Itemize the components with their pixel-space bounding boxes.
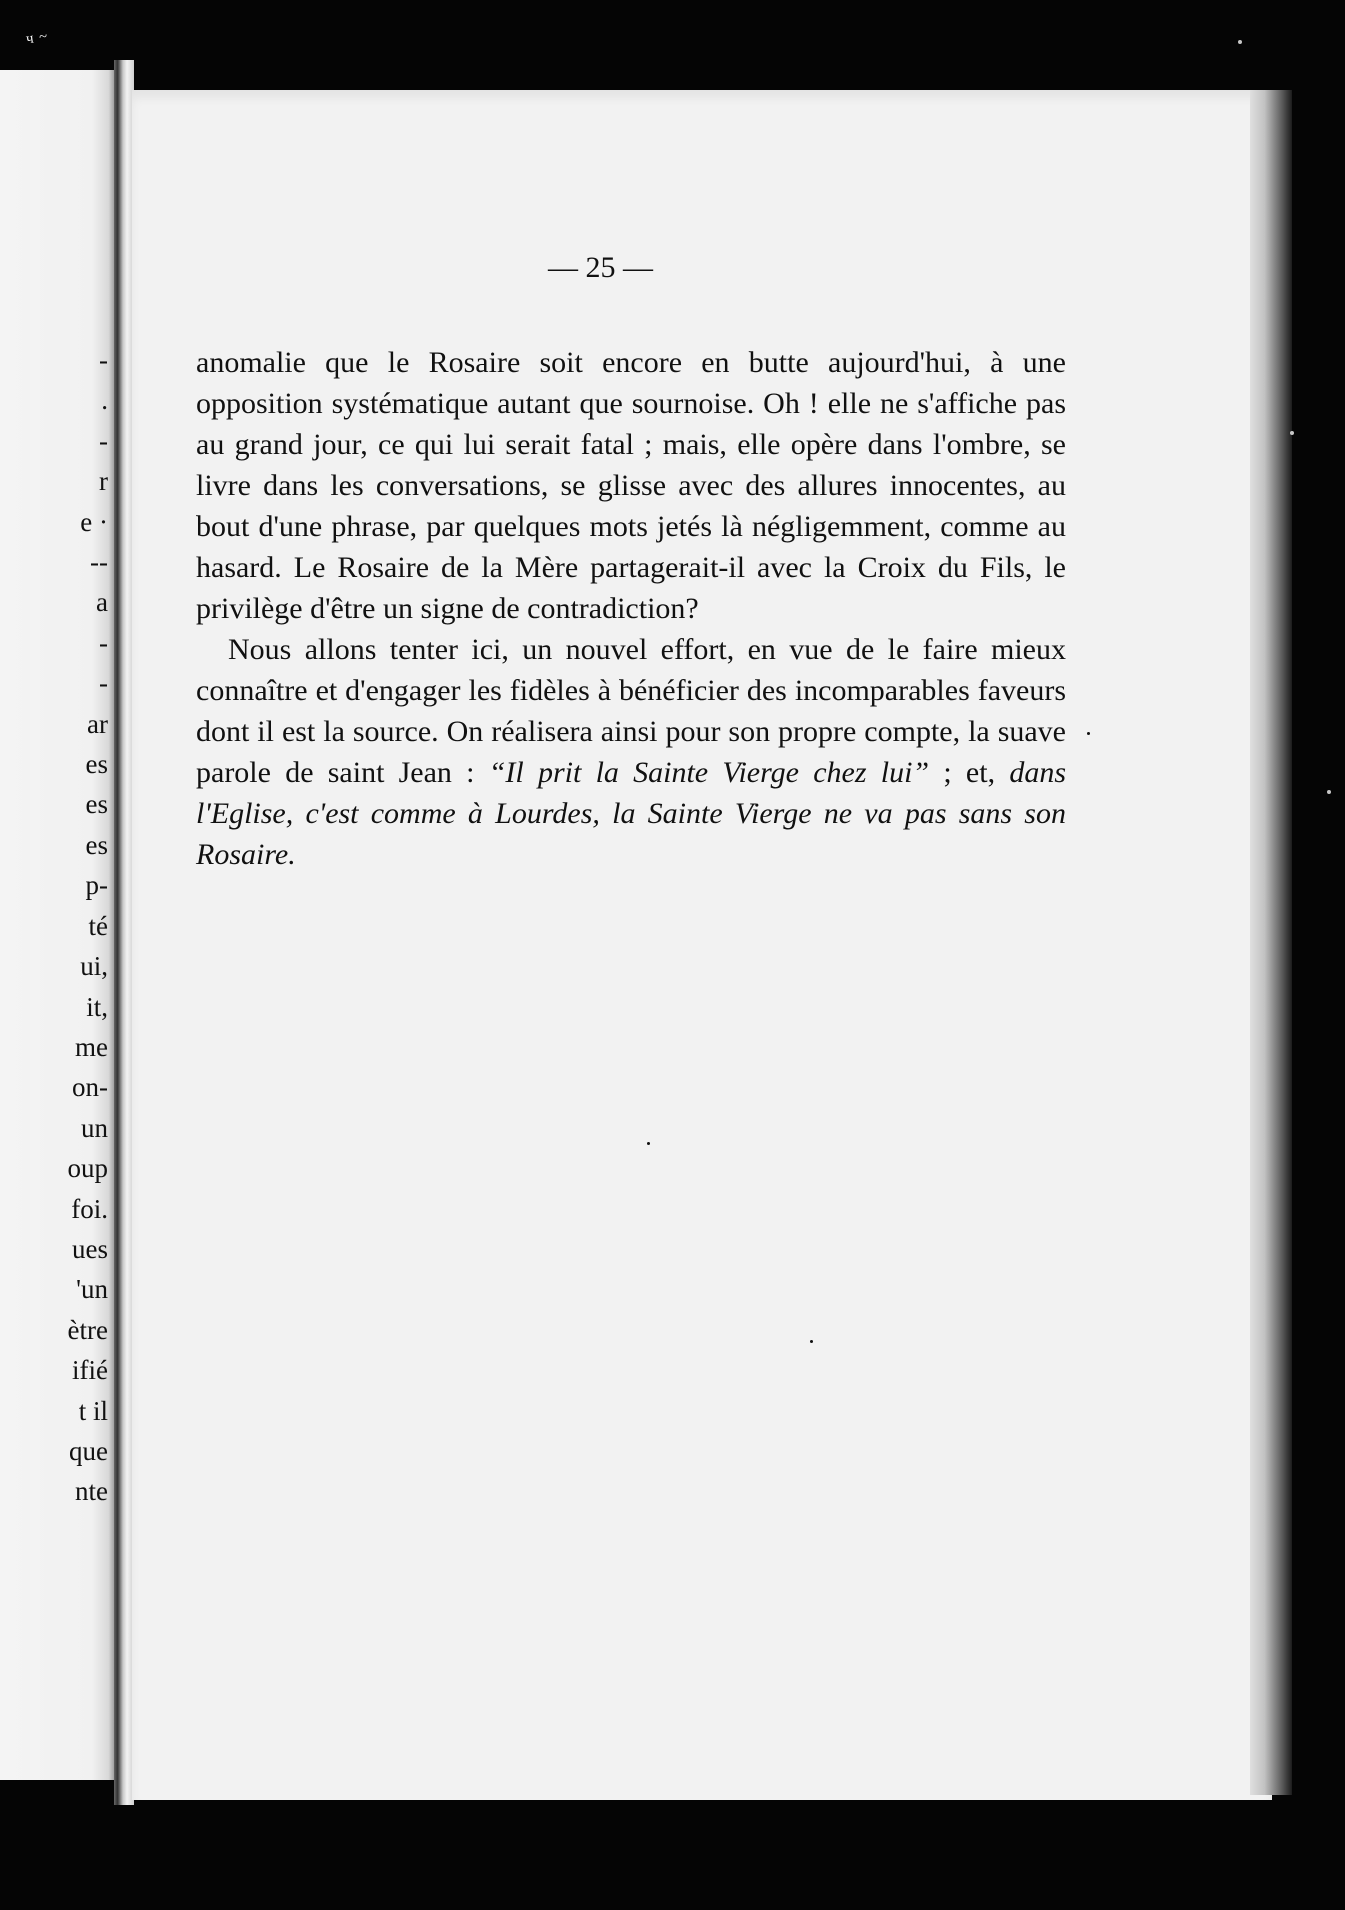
left-page-fragment-line: es <box>85 789 108 820</box>
left-page-fragment-line: - <box>99 668 108 699</box>
left-page-fragment-line: 'un <box>76 1274 108 1305</box>
left-page-fragment-line: ètre <box>67 1314 108 1345</box>
left-page-fragment-line: oup <box>67 1153 108 1184</box>
left-page-fragment-line: t il <box>78 1395 108 1426</box>
book-gutter <box>114 60 134 1805</box>
left-page-text-fragments <box>8 340 108 1512</box>
italic-closing-text: dans l'Eglise, c'est comme à Lourdes, la Sainte Vierge ne va pas sans son Rosaire. <box>196 756 1066 871</box>
paper-speck <box>1087 732 1090 735</box>
left-page-fragment-line: e · <box>80 506 108 537</box>
left-page-fragment-line: ues <box>72 1233 108 1264</box>
left-page-fragment-line: - <box>99 425 108 456</box>
left-page-fragment-line: a <box>96 587 108 618</box>
right-page-edge-shadow <box>1250 90 1292 1795</box>
page-number: — 25 — <box>548 251 653 284</box>
paper-speck <box>647 1142 650 1145</box>
left-page-fragment-line: nte <box>75 1476 108 1507</box>
left-page-fragment-line: es <box>85 829 108 860</box>
paper-speck <box>810 1340 813 1343</box>
left-page-fragment-line: it, <box>86 991 108 1022</box>
left-page-fragment-line: ar <box>87 708 108 739</box>
left-page-fragment-line: que <box>69 1435 108 1466</box>
italic-quote: “Il prit la Sainte Vierge chez lui” <box>488 756 930 789</box>
scan-top-mark: ч ~ <box>24 28 50 48</box>
paragraph-2-middle-text: ; et, <box>929 756 1010 789</box>
left-page-edge <box>0 70 118 1780</box>
paragraph-2-lead-text: Nous allons tenter ici, un nouvel effort, en vue de le faire mieux connaître et d'engager les fidèles à bénéficier des incomparables faveurs dont il est la source. On réalisera ainsi pour son propre compte, la suave parole de saint Jean : <box>196 633 1066 789</box>
left-page-fragment-line: . <box>101 385 108 416</box>
scan-speck <box>1290 431 1294 435</box>
left-page-fragment-line: on- <box>72 1072 108 1103</box>
left-page-fragment-line: es <box>85 749 108 780</box>
main-text-block <box>196 342 1066 875</box>
scan-speck <box>1238 40 1242 44</box>
paragraph-1: anomalie que le Rosaire soit encore en butte aujourd'hui, à une opposition systématique autant que sournoise. Oh ! elle ne s'affiche pas au grand jour, ce qui lui serait fatal ; mais, elle opère dans l'ombre, se livre dans les conversations, se glisse avec des allures innocentes, au bout d'une phrase, par quelques mots jetés là négligemment, comme au hasard. Le Rosaire de la Mère partagerait-il avec la Croix du Fils, le privilège d'être un signe de contradiction? <box>196 346 1066 625</box>
left-page-fragment-line: ifié <box>72 1355 108 1386</box>
left-page-fragment-line: ui, <box>80 951 108 982</box>
left-page-fragment-line: - <box>99 345 108 375</box>
left-page-fragment-line: me <box>75 1031 108 1062</box>
left-page-fragment-line: té <box>88 910 108 941</box>
left-page-fragment-line: - <box>99 627 108 658</box>
paragraph-2 <box>196 629 1066 875</box>
left-page-fragment-line: r <box>99 466 108 497</box>
scan-speck <box>1327 790 1331 794</box>
left-page-fragment-line: un <box>81 1112 108 1143</box>
left-page-fragment-line: -- <box>90 547 108 578</box>
left-page-fragment-line: p- <box>85 870 108 901</box>
left-page-fragment-line: foi. <box>71 1193 108 1224</box>
